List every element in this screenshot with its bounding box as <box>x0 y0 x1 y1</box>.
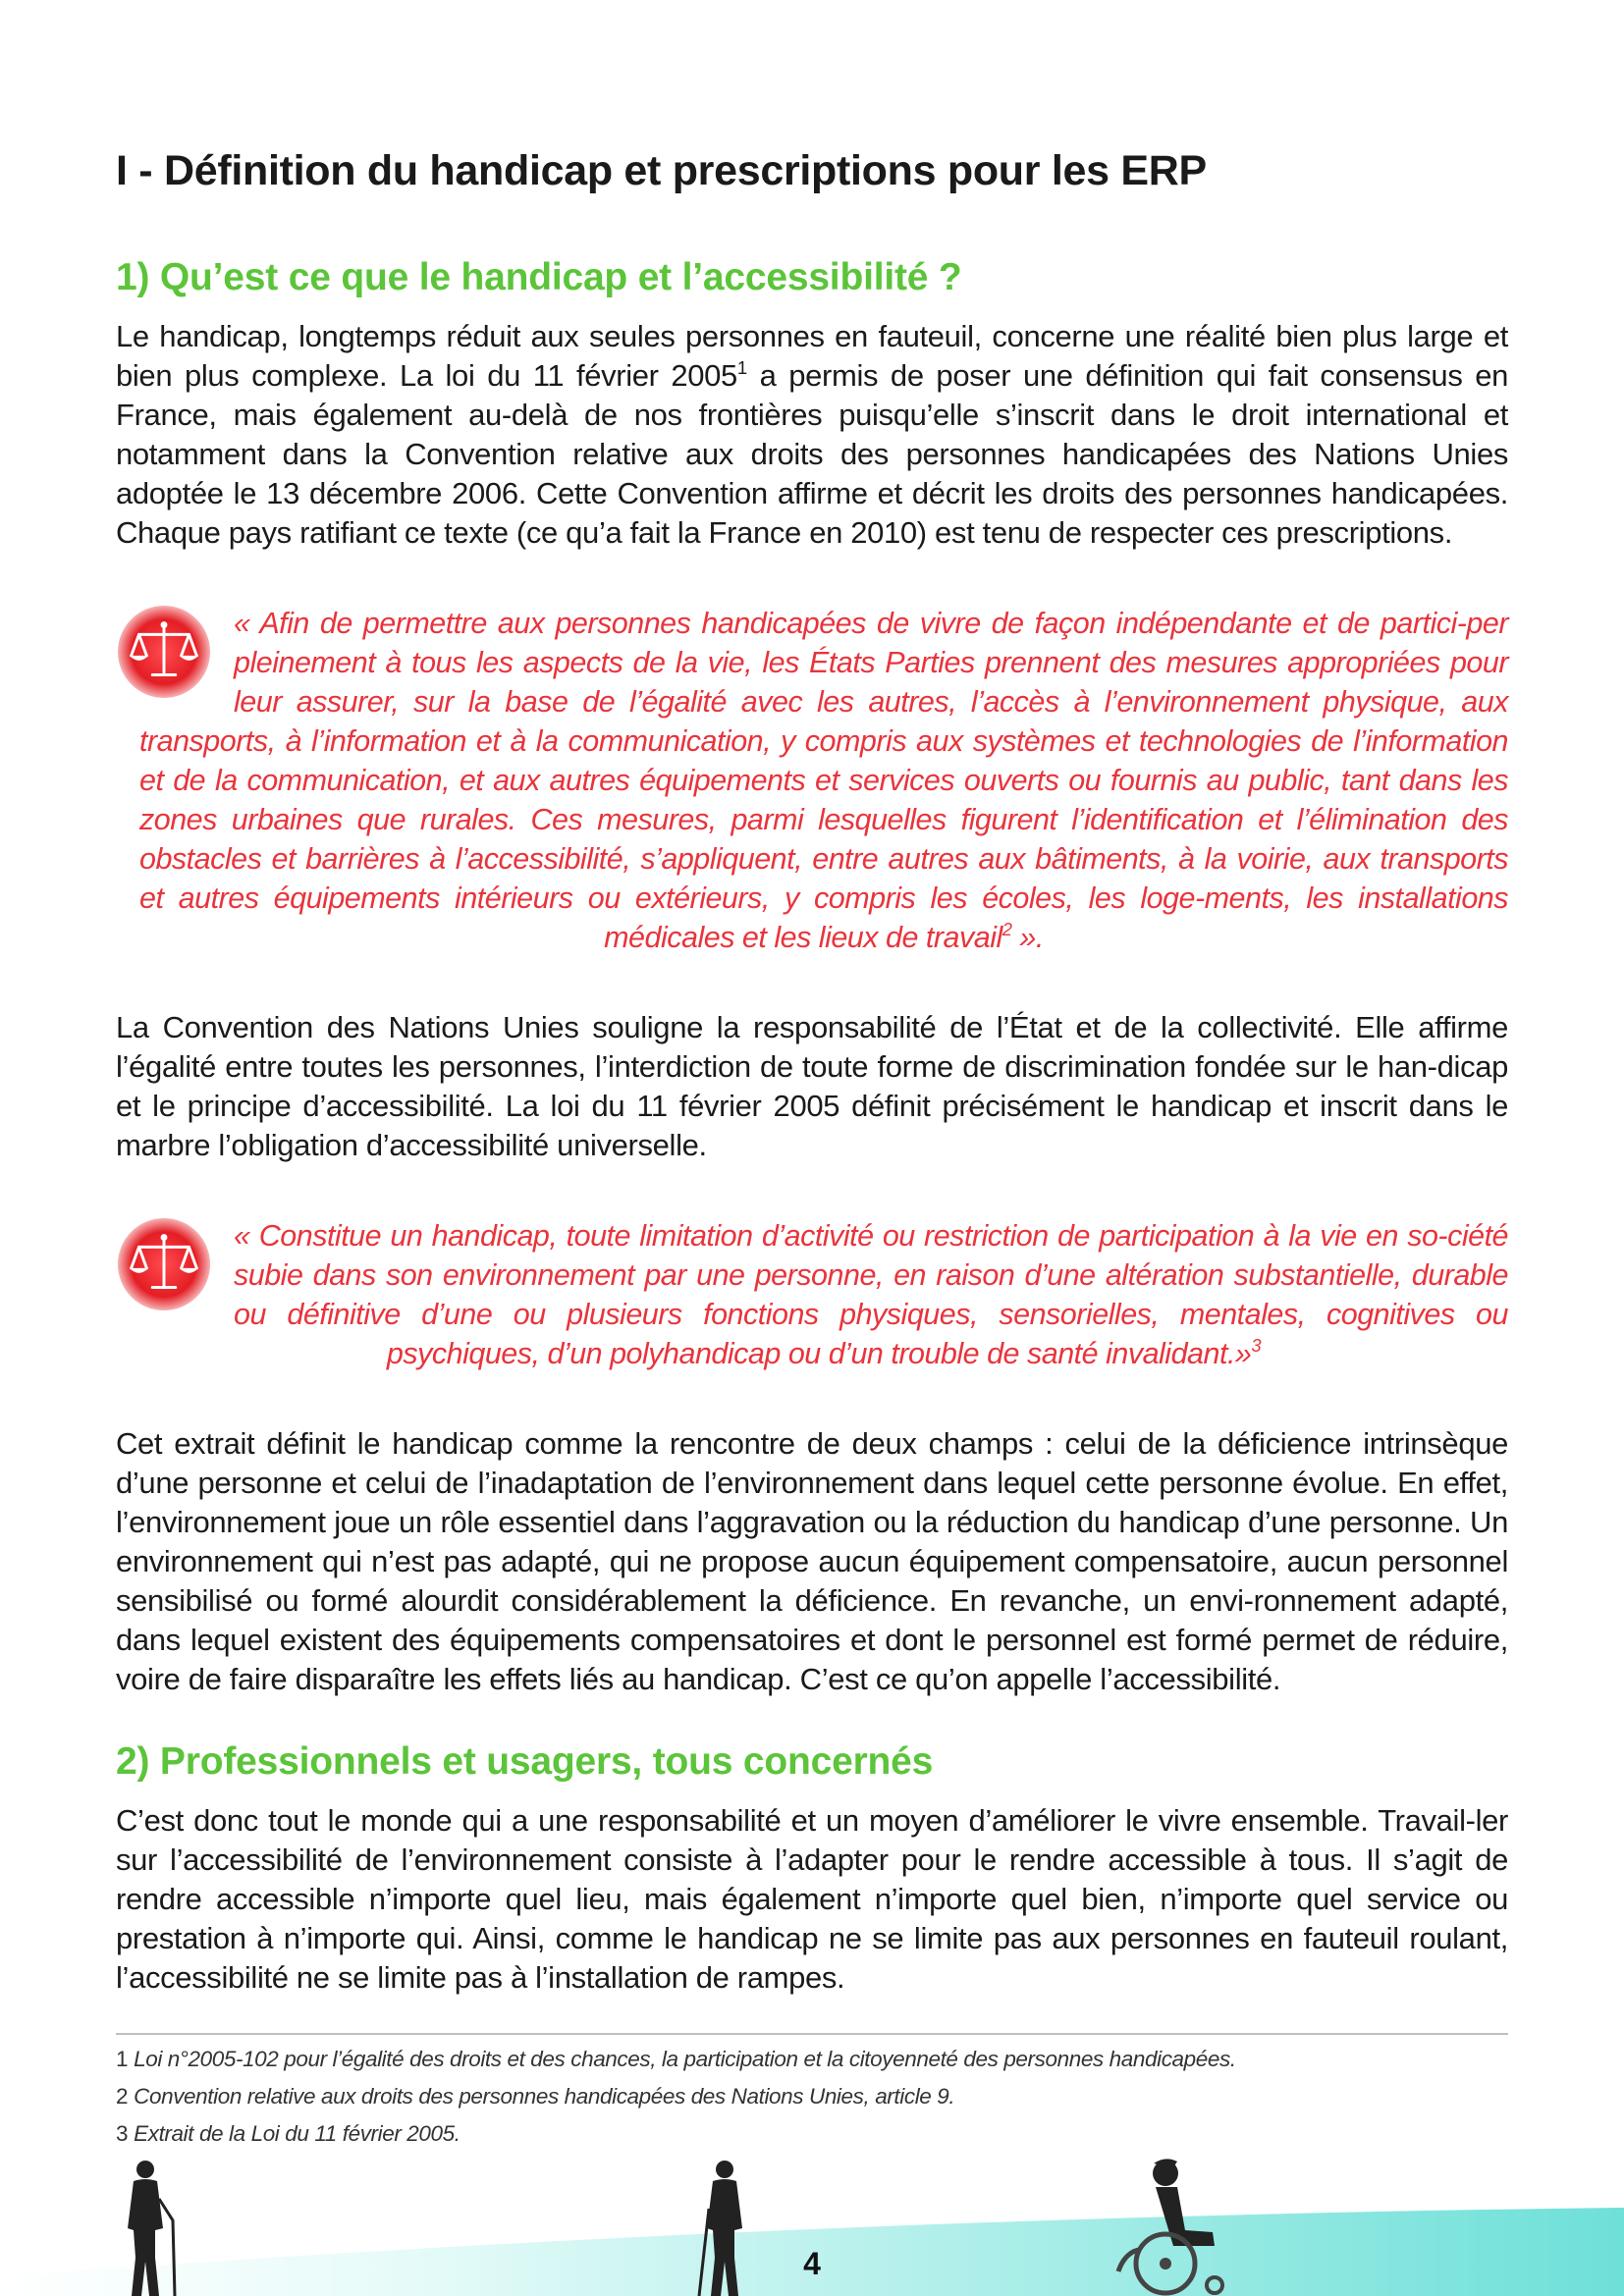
scales-of-justice-icon <box>116 604 212 700</box>
footnote-ref-2: 2 <box>1001 919 1012 940</box>
footnotes <box>116 2033 1508 2153</box>
quote-2-text: « Constitue un handicap, toute limitation d’activité ou restriction de participation à la vie en so-ciété subie dans son environnement par une personne, en raison d’une altération substantielle, durable ou définitive d’une ou plusieurs fonctions physiques, sensorielles, mentales, cognitives ou psychiques, d’un polyhandicap ou d’un trouble de santé invalidant.» <box>234 1219 1508 1370</box>
footnote-3: 3 Extrait de la Loi du 11 février 2005. <box>116 2121 460 2146</box>
page-content <box>116 147 1508 1998</box>
footnote-2: 2 Convention relative aux droits des personnes handicapées des Nations Unies, article 9. <box>116 2084 955 2109</box>
page-title: I - Définition du handicap et prescriptions pour les ERP <box>116 147 1207 194</box>
quote-law <box>116 1216 1508 1373</box>
section-1-title: 1) Qu’est ce que le handicap et l’accessibilité ? <box>116 256 962 298</box>
footnote-ref-1: 1 <box>736 356 747 378</box>
footnote-ref-3: 3 <box>1251 1335 1262 1357</box>
section-1-paragraph-2: La Convention des Nations Unies souligne la responsabilité de l’État et de la collectivité. Elle affirme l’égalité entre toutes les personnes, l’interdiction de toute forme de discrimination fondée sur le han-dicap et le principe d’accessibilité. La loi du 11 février 2005 définit précisément le handicap et inscrit dans le marbre l’obligation d’accessibilité universelle. <box>116 1010 1508 1162</box>
footnote-1: 1 Loi n°2005-102 pour l’égalité des droits et des chances, la participation et la citoyenneté des personnes handicapées. <box>116 2047 1236 2071</box>
page-number: 4 <box>803 2246 821 2281</box>
quote-convention: « Afin de permettre aux personnes handicapées de vivre de façon indépendante et de partici-per pleinement à tous les aspects de la vie, les États Parties prennent des mesures appropriées pour leur assurer, sur la base de l’égalité avec les autres, l’accès à l’environnement physique, aux transports, à l’information et à la communication, y compris aux systèmes et technologies de l’information et de la communication, et aux autres équipements et services ouverts ou fournis au public, tant dans les zones urbaines que rurales. Ces mesures, parmi lesquelles figurent l’identification et l’élimination des obstacles et barrières à l’accessibilité, s’appliquent, entre autres aux bâtiments, à la voirie, aux transports et autres équipements intérieurs ou extérieurs, y compris les écoles, les loge-ments, les installations médicales et les lieux de travail$^2$ ». <box>116 604 1508 957</box>
section-1-paragraph-3: Cet extrait définit le handicap comme la rencontre de deux champs : celui de la déficience intrinsèque d’une personne et celui de l’inadaptation de l’environnement dans lequel cette personne évolue. En effet, l’environnement joue un rôle essentiel dans l’aggravation ou la réduction du handicap d’une personne. Un environnement qui n’est pas adapté, qui ne propose aucun équipement compensatoire, aucun personnel sensibilisé ou formé alourdit considérablement la déficience. En revanche, un envi-ronnement adapté, dans lequel existent des équipements compensatoires et dont le personnel est formé permet de réduire, voire de faire disparaître les effets liés au handicap. C’est ce qu’on appelle l’accessibilité. <box>116 1426 1508 1696</box>
section-2-paragraph-1: C’est donc tout le monde qui a une responsabilité et un moyen d’améliorer le vivre ensemble. Travail-ler sur l’accessibilité de l’environnement consiste à l’adapter pour le rendre accessible à tous. Il s’agit de rendre accessible n’importe quel lieu, mais également n’importe quel bien, n’importe quel service ou prestation à n’importe qui. Ainsi, comme le handicap ne se limite pas aux personnes en fauteuil roulant, l’accessibilité ne se limite pas à l’installation de rampes. <box>116 1803 1508 1995</box>
section-2-title: 2) Professionnels et usagers, tous concernés <box>116 1740 934 1783</box>
scales-of-justice-icon <box>116 1216 212 1312</box>
section-1-paragraph-1: Le handicap, longtemps réduit aux seules personnes en fauteuil, concerne une réalité bien plus large et bien plus complexe. La loi du 11 février 2005$^1$ a permis de poser une définition qui fait consensus en France, mais également au-delà de nos frontières puisqu’elle s’inscrit dans le droit international et notamment dans la Convention relative aux droits des personnes handicapées des Nations Unies adoptée le 13 décembre 2006. Cette Convention affirme et décrit les droits des personnes handicapées. Chaque pays ratifiant ce texte (ce qu’a fait la France en 2010) est tenu de respecter ces prescriptions. <box>116 319 1508 550</box>
quote-1-text: « Afin de permettre aux personnes handicapées de vivre de façon indépendante et de partici-per pleinement à tous les aspects de la vie, les États Parties prennent des mesures appropriées pour leur assurer, sur la base de l’égalité avec les autres, l’accès à l’environnement physique, aux transports, à l’information et à la communication, y compris aux systèmes et technologies de l’information et de la communication, et aux autres équipements et services ouverts ou fournis au public, tant dans les zones urbaines que rurales. Ces mesures, parmi lesquelles figurent l’identification et l’élimination des obstacles et barrières à l’accessibilité, s’appliquent, entre autres aux bâtiments, à la voirie, aux transports et autres équipements intérieurs ou extérieurs, y compris les écoles, les loge-ments, les installations médicales et les lieux de travail <box>139 607 1508 954</box>
